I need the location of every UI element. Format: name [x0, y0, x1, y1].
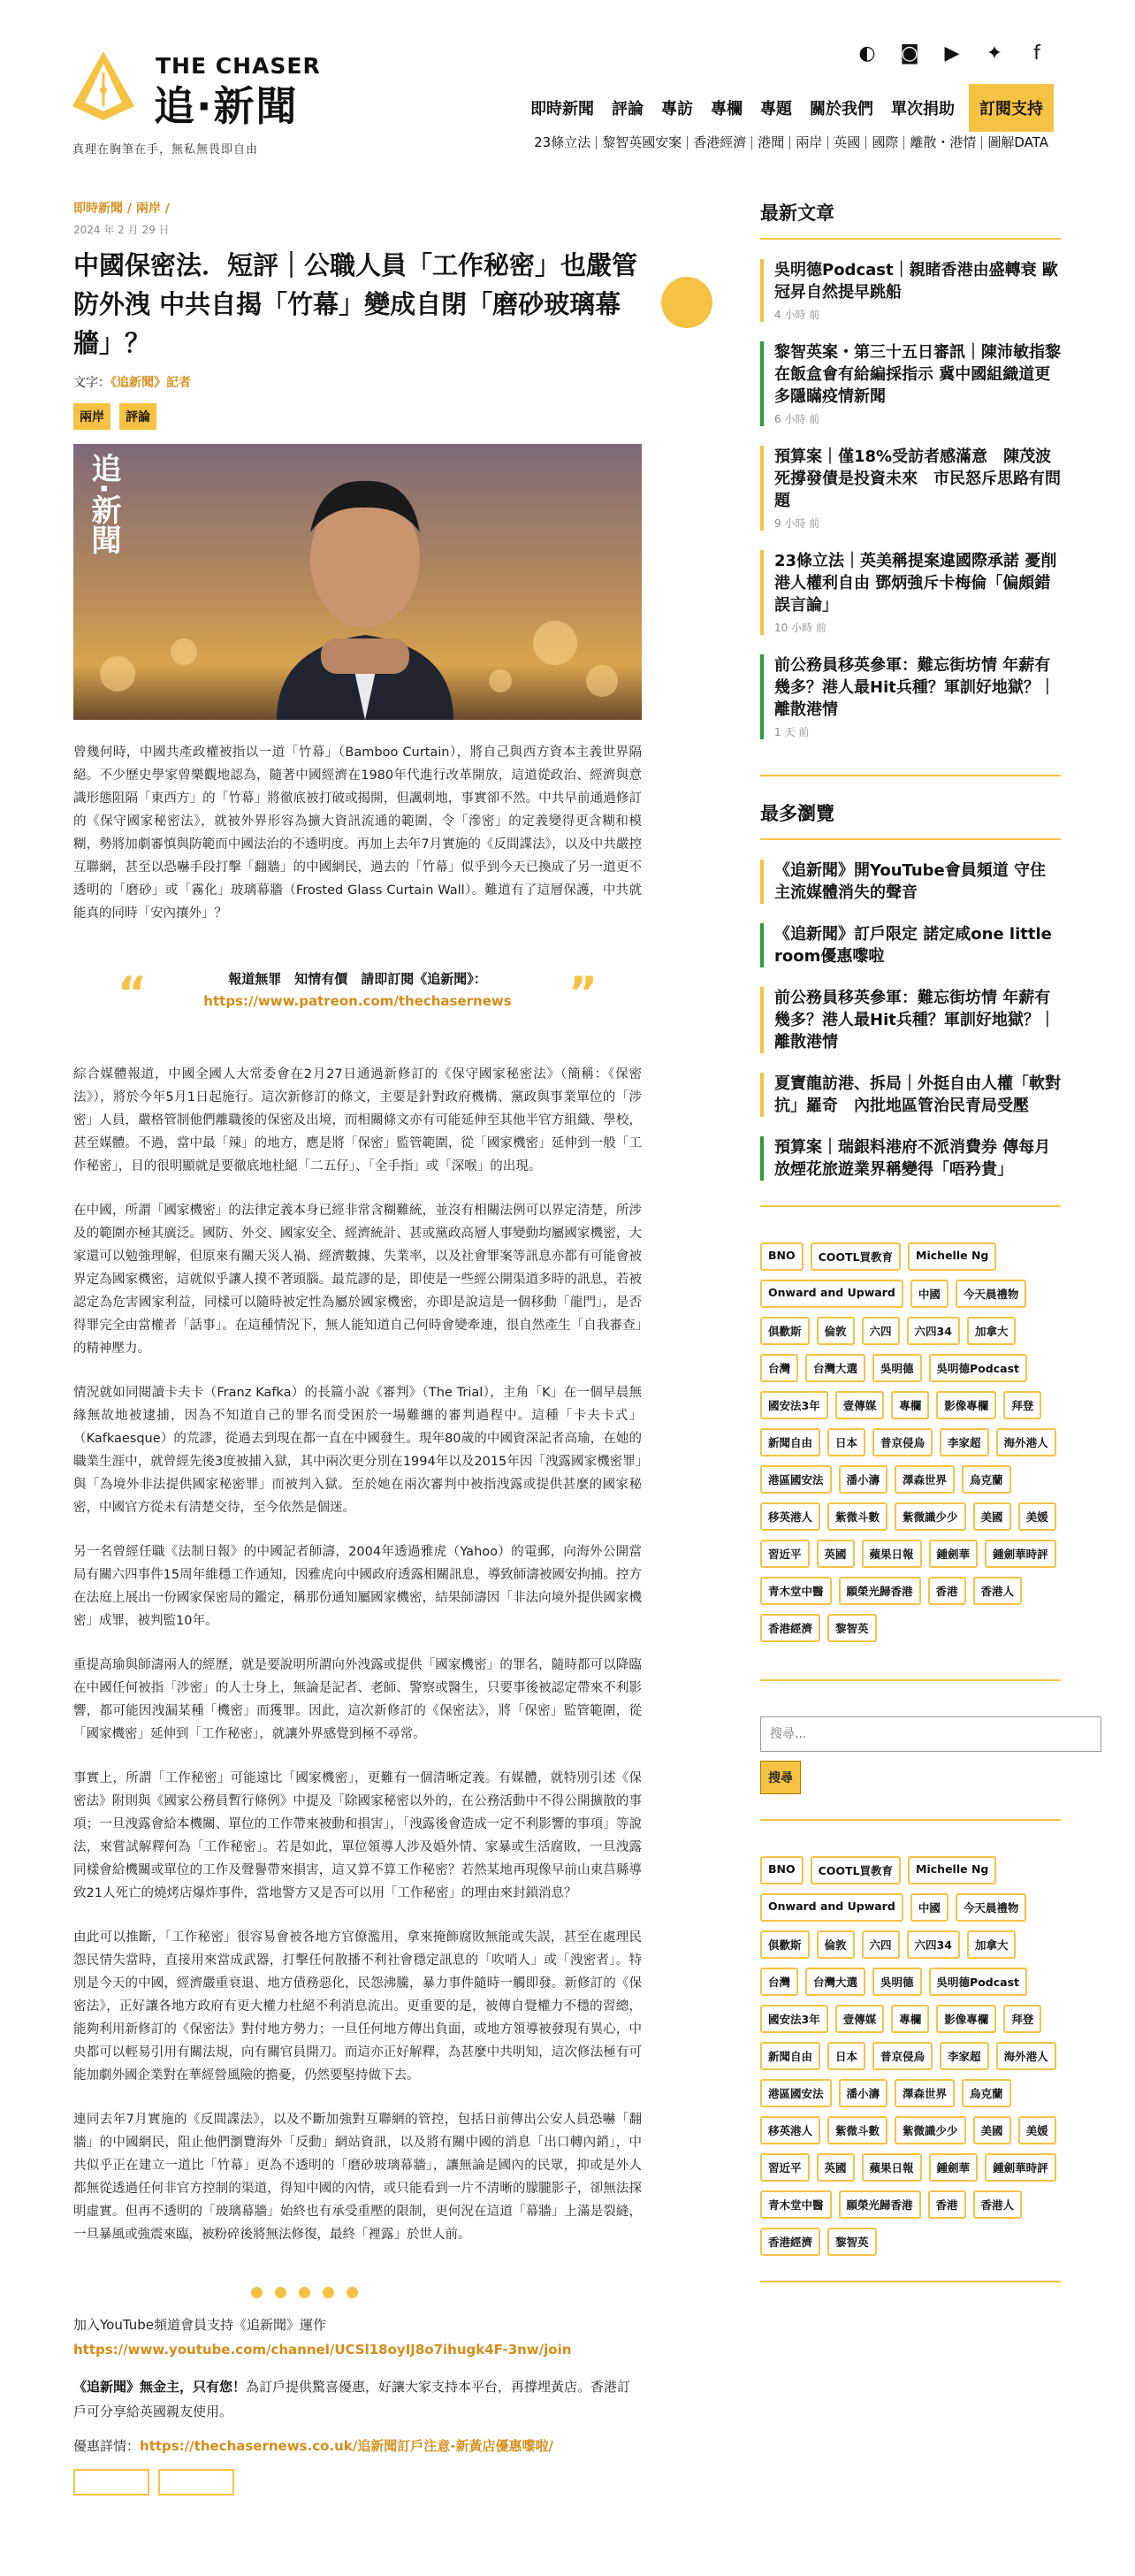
- subnav-item[interactable]: 香港經濟: [688, 136, 752, 149]
- tag-link[interactable]: 日本: [827, 2042, 865, 2070]
- article-paragraph: 事實上，所謂「工作秘密」可能遠比「國家機密」，更難有一個清晰定義。有媒體，就特別引述《保密法》附則與《國家公務員暫行條例》中提及「除國家秘密以外的，在公務活動中不得公開擴散的事項；一旦洩露會給本機關、單位的工作帶來被動和損害」，「洩露後會造成一定不利影響的事項」等說法，來嘗試解釋何為「工作秘密」。若是如此，單位領導人涉及婚外情、家暴或生活腐敗，一旦洩露同樣會給機關或單位的工作及聲譽帶來損害，這又算不算工作秘密？若然某地再現像早前山東莒縣導致21人死亡的燒烤店爆炸事件，當地警方又是否可以用「工作秘密」的理由來封鎖消息？: [73, 1771, 642, 1900]
- latest-article-time: 10 小時 前: [774, 622, 826, 634]
- popular-article-title[interactable]: 前公務員移英參軍：難忘街坊情 年薪有幾多？港人最Hit兵種？軍訓好地獄？｜離散港情: [774, 989, 1055, 1051]
- tag-link[interactable]: 俱歡斯: [760, 1317, 810, 1345]
- subnav-item[interactable]: 圖解DATA: [987, 134, 1048, 150]
- tag-link[interactable]: 黎智英: [827, 1614, 877, 1642]
- tag-link[interactable]: 日本: [827, 1428, 865, 1456]
- tag-link[interactable]: 台灣大選: [805, 1354, 865, 1382]
- author-prefix: 文字：: [73, 376, 110, 390]
- latest-article-title[interactable]: 前公務員移英參軍：難忘街坊情 年薪有幾多？港人最Hit兵種？軍訓好地獄？｜離散港情: [774, 656, 1055, 719]
- promo-detail-link[interactable]: https://thechasernews.co.uk/追新聞訂戶注意-新黃店優惠嚟啦/: [140, 2438, 553, 2454]
- breadcrumb-item[interactable]: 即時新聞: [73, 202, 123, 216]
- tag-link[interactable]: 青木堂中醫: [760, 2190, 832, 2219]
- tag-opinion[interactable]: 評論: [119, 403, 156, 430]
- search-button[interactable]: 搜尋: [760, 1761, 801, 1794]
- promo-detail: [73, 2436, 642, 2455]
- facebook-icon[interactable]: f: [1033, 42, 1040, 65]
- latest-article-time: 1 天 前: [774, 726, 810, 738]
- tag-link[interactable]: 港區國安法: [760, 2079, 832, 2107]
- tag-link[interactable]: 烏克蘭: [962, 2079, 1011, 2107]
- latest-article-title[interactable]: 黎智英案・第三十五日審訊｜陳沛敏指黎在飯盒會有給編採指示 冀中國組織道更多隱瞞疫情新聞: [774, 343, 1061, 406]
- tag-link[interactable]: 倫敦: [817, 1930, 855, 1959]
- sidebar: [760, 199, 1061, 2282]
- popular-article[interactable]: [760, 987, 1061, 1053]
- tag-link[interactable]: 澤森世界: [895, 1465, 955, 1494]
- tag-link[interactable]: 香港經濟: [760, 2228, 820, 2256]
- tag-link[interactable]: 香港人: [973, 2190, 1023, 2219]
- tag-link[interactable]: 台灣: [760, 1968, 798, 1996]
- popular-article[interactable]: [760, 923, 1061, 967]
- share-button[interactable]: [158, 2469, 234, 2496]
- tag-link[interactable]: 吳明德Podcast: [929, 1968, 1027, 1996]
- popular-article-title[interactable]: 夏寶龍訪港、拆局｜外挺自由人權「軟對抗」羅奇 內批地區管治民青局受壓: [774, 1074, 1061, 1115]
- tag-link[interactable]: 紫微斗數: [827, 2116, 887, 2144]
- tag-link[interactable]: 美國: [973, 1502, 1011, 1531]
- article: [73, 199, 642, 2496]
- tag-link[interactable]: 台灣: [760, 1354, 798, 1382]
- tag-link[interactable]: 移英港人: [760, 1502, 820, 1531]
- tag-link[interactable]: 習近平: [760, 2153, 810, 2182]
- promo-text: 為訂戶提供驚喜優惠，好讓大家支持本平台，再撐埋黃店。香港訂戶可分享給英國親友使用。: [73, 2379, 631, 2419]
- tag-link[interactable]: 鍾劍華時評: [985, 1540, 1056, 1568]
- popular-section: [760, 775, 1061, 1181]
- tag-link[interactable]: Michelle Ng: [908, 1242, 996, 1271]
- tag-link[interactable]: 澤森世界: [895, 2079, 955, 2107]
- tag-link[interactable]: 港區國安法: [760, 1465, 832, 1494]
- patreon-icon[interactable]: ◐: [858, 42, 876, 65]
- breadcrumb: 即時新聞 / 兩岸 /: [73, 202, 170, 216]
- article-title: 中國保密法．短評｜公職人員「工作秘密」也嚴管防外洩 中共自揭「竹幕」變成自閉「磨砂玻璃幕牆」？: [73, 250, 638, 358]
- tag-link[interactable]: 鍾劍華時評: [985, 2153, 1056, 2182]
- article-tags: [73, 403, 642, 430]
- article-paragraph: 綜合媒體報道，中國全國人大常委會在2月27日通過新修訂的《保守國家秘密法》（簡稱：《保密法》），將於今年5月1日起施行。這次新修訂的條文，主要是針對政府機構、黨政與事業單位的「涉密」人員，嚴格管制他們離職後的保密及出境，而相關條文亦有可能延伸至其他半官方組織、學校，甚至媒體。不過，當中最「辣」的地方，應是將「保密」監管範圍，從「國家機密」延伸到一般「工作秘密」，目的很明顯就是要徹底地杜絕「二五仔」、「全手指」或「深喉」的出現。: [73, 1067, 642, 1173]
- article-author: [73, 373, 642, 391]
- tag-link[interactable]: 烏克蘭: [962, 1465, 1011, 1494]
- latest-article-title[interactable]: 預算案｜僅18%受訪者感滿意 陳茂波死撐發債是投資未來 市民怒斥思路有問題: [774, 447, 1061, 510]
- tag-link[interactable]: 影像專欄: [936, 2005, 996, 2033]
- latest-article-title[interactable]: 吳明德Podcast｜親睹香港由盛轉衰 歐冠昇自然提早跳船: [774, 261, 1058, 302]
- tag-link[interactable]: 香港: [928, 2190, 966, 2219]
- subscribe-quote-box: [73, 962, 642, 1024]
- share-button[interactable]: [73, 2469, 149, 2496]
- tag-link[interactable]: 加拿大: [967, 1317, 1017, 1345]
- hero-image: [73, 444, 642, 720]
- quote-text: 報道無罪 知情有價 請即訂閱《追新聞》：: [228, 971, 487, 987]
- tag-link[interactable]: 潘小濤: [839, 2079, 888, 2107]
- tag-link[interactable]: 黎智英: [827, 2228, 877, 2256]
- tag-link[interactable]: 鍾劍華: [929, 1540, 979, 1568]
- patreon-link[interactable]: https://www.patreon.com/thechasernews: [203, 993, 512, 1009]
- tag-link[interactable]: Onward and Upward: [760, 1280, 903, 1308]
- tag-link[interactable]: 六四34: [907, 1930, 960, 1959]
- nav-donate[interactable]: 單次捐助: [891, 100, 955, 118]
- tag-link[interactable]: 紫微識少少: [895, 2116, 966, 2144]
- popular-heading: 最多瀏覽: [760, 799, 1061, 840]
- tag-link[interactable]: 拜登: [1003, 2005, 1041, 2033]
- tag-link[interactable]: COOTL買教育: [811, 1242, 901, 1271]
- tag-link[interactable]: COOTL買教育: [811, 1856, 901, 1884]
- subscriber-promo: [73, 2374, 642, 2424]
- youtube-promo-text: 加入YouTube頻道會員支持《追新聞》運作: [73, 2317, 326, 2333]
- divider-dots: [0, 2287, 642, 2298]
- main-nav: [522, 84, 1054, 132]
- latest-article-time: 9 小時 前: [774, 517, 820, 530]
- twitter-icon[interactable]: ✦: [986, 42, 1003, 65]
- latest-article[interactable]: [760, 654, 1061, 739]
- latest-article[interactable]: [760, 341, 1061, 426]
- article-paragraph: 連同去年7月實施的《反間諜法》，以及不斷加強對互聯網的管控，包括日前傳出公安人員恐嚇「翻牆」的中國網民，阻止他們瀏覽海外「反動」網站資訊，以及將有關中國的消息「出口轉內銷」，中共似乎正在建立一道比「竹幕」更為不透明的「磨砂玻璃幕牆」，讓無論是國內的民眾，抑或是外人都無從透過任何非官方控制的渠道，得知中國的內情，或只能看到一片不清晰的朦朧影子，卻無法探明虛實。但再不透明的「玻璃幕牆」始終也有承受重壓的限制，更何況在這道「幕牆」上滿是裂縫，一旦暴風或強震來臨，被粉碎後將無法修復，最終「裡露」於世人前。: [73, 2113, 642, 2242]
- latest-article-time: 4 小時 前: [774, 309, 820, 321]
- tag-link[interactable]: 李家超: [940, 1428, 989, 1456]
- subnav-item[interactable]: 黎智英國安案: [597, 136, 688, 149]
- article-paragraph: 重提高瑜與師濤兩人的經歷，就是要說明所謂向外洩露或提供「國家機密」的罪名，隨時都可以降臨在中國任何被指「涉密」的人士身上，無論是記者、老師、警察或醫生，只要事後被認定帶來不利影響，都可能因洩漏某種「機密」而獲罪。因此，這次新修訂的《保密法》，將「保密」監管範圍，從「國家機密」延伸到「工作秘密」，就讓外界感覺到極不尋常。: [73, 1658, 642, 1741]
- tag-link[interactable]: 英國: [817, 1540, 855, 1568]
- share-buttons: [73, 2469, 642, 2496]
- latest-article[interactable]: [760, 446, 1061, 531]
- tag-link[interactable]: 普京侵烏: [872, 2042, 933, 2070]
- tag-link[interactable]: 香港經濟: [760, 1614, 820, 1642]
- tag-cloud: [760, 1205, 1061, 1642]
- tag-link[interactable]: 專欄: [891, 2005, 929, 2033]
- tag-link[interactable]: BNO: [760, 1856, 804, 1884]
- popular-article[interactable]: [760, 1073, 1061, 1117]
- tag-link[interactable]: 紫微識少少: [895, 1502, 966, 1531]
- tag-link[interactable]: 國安法3年: [760, 2005, 828, 2033]
- tag-link[interactable]: 鍾劍華: [929, 2153, 979, 2182]
- tag-link[interactable]: 願榮光歸香港: [839, 1577, 921, 1605]
- tag-link[interactable]: 吳明德: [872, 1354, 922, 1382]
- nav-opinion[interactable]: 評論: [612, 100, 644, 118]
- subnav-item[interactable]: 離散・港情: [904, 136, 982, 149]
- nav-column[interactable]: 專欄: [711, 100, 743, 118]
- latest-heading: 最新文章: [760, 199, 1061, 240]
- hero-watermark: 追·新聞: [86, 453, 121, 554]
- subscribe-button[interactable]: 訂閱支持: [969, 84, 1054, 132]
- tag-link[interactable]: 美媛: [1018, 2116, 1056, 2144]
- tag-link[interactable]: 美媛: [1018, 1502, 1056, 1531]
- tag-link[interactable]: 紫微斗數: [827, 1502, 887, 1531]
- tag-link[interactable]: 海外港人: [996, 2042, 1056, 2070]
- tag-link[interactable]: 蘋果日報: [862, 1540, 922, 1568]
- subnav-item[interactable]: 國際: [866, 136, 904, 149]
- tag-link[interactable]: 俱歡斯: [760, 1930, 810, 1959]
- portrait-figure: [259, 462, 471, 720]
- tag-link[interactable]: 今天晨禮物: [956, 1280, 1027, 1308]
- tag-link[interactable]: 習近平: [760, 1540, 810, 1568]
- tag-link[interactable]: 加拿大: [967, 1930, 1017, 1959]
- nav-feature[interactable]: 專題: [760, 100, 792, 118]
- tag-link[interactable]: 倫敦: [817, 1317, 855, 1345]
- sub-nav: [529, 136, 1054, 149]
- latest-article-title[interactable]: 23條立法｜英美稱提案違國際承諾 憂削港人權利自由 鄧炳強斥卡梅倫「偏頗錯誤言論」: [774, 552, 1057, 615]
- tag-link[interactable]: 海外港人: [996, 1428, 1056, 1456]
- latest-article-time: 6 小時 前: [774, 413, 820, 425]
- tag-link[interactable]: 潘小濤: [839, 1465, 888, 1494]
- tag-link[interactable]: 蘋果日報: [862, 2153, 922, 2182]
- article-paragraph: 在中國，所謂「國家機密」的法律定義本身已經非常含糊難統，並沒有相關法例可以界定清楚，所涉及的範圍亦極其廣泛。國防、外交、國家安全、經濟統計、甚或黨政高層人事變動均屬國家機密，大家還可以勉強理解，但原來有關天災人禍、經濟數據、失業率，以及社會罪案等訊息亦都有可能會被界定為國家機密，這就似乎讓人摸不著頭腦。最荒謬的是，即使是一些經公開渠道多時的訊息，若被認定為危害國家利益，同樣可以隨時被定性為屬於國家機密，亦即是說這是一個移動「龍門」，是否得罪完全由當權者「話事」。在這種情況下，無人能知道自己何時會變牽連，很自然產生「自我審查」的精神壓力。: [73, 1204, 642, 1356]
- tag-cloud: [760, 1819, 1061, 2256]
- nav-about[interactable]: 關於我們: [810, 100, 873, 118]
- tag-link[interactable]: 專欄: [891, 1391, 929, 1419]
- tag-link[interactable]: 台灣大選: [805, 1968, 865, 1996]
- pen-nib-logo-icon[interactable]: [72, 51, 134, 120]
- detail-label: 優惠詳情：: [73, 2438, 141, 2454]
- popular-article[interactable]: [760, 860, 1061, 904]
- subnav-item[interactable]: 23條立法: [529, 136, 597, 149]
- nav-breaking-news[interactable]: 即時新聞: [530, 100, 594, 118]
- tag-link[interactable]: 中國: [910, 1893, 948, 1922]
- tag-link[interactable]: Michelle Ng: [908, 1856, 996, 1884]
- promo-bold: 《追新聞》無金主，只有您！: [73, 2379, 247, 2395]
- tag-link[interactable]: 移英港人: [760, 2116, 820, 2144]
- tag-link[interactable]: 新聞自由: [760, 2042, 820, 2070]
- tag-link[interactable]: 壹傳媒: [835, 2005, 885, 2033]
- popular-article-title[interactable]: 預算案｜瑞銀料港府不派消費券 傳每月放煙花旅遊業界稱變得「唔矜貴」: [774, 1138, 1051, 1179]
- tag-link[interactable]: 英國: [817, 2153, 855, 2182]
- breadcrumb-item[interactable]: 兩岸: [135, 202, 161, 216]
- tag-link[interactable]: 吳明德: [872, 1968, 922, 1996]
- tag-link[interactable]: 六四: [862, 1930, 900, 1959]
- tag-link[interactable]: 香港: [928, 1577, 966, 1605]
- youtube-join-link[interactable]: https://www.youtube.com/channel/UCSl18oyIJ8o7ihugk4F-3nw/join: [73, 2342, 572, 2358]
- youtube-icon[interactable]: ▶: [944, 42, 960, 65]
- search-input[interactable]: [760, 1716, 1101, 1752]
- tag-cross-strait[interactable]: 兩岸: [73, 403, 110, 430]
- tag-link[interactable]: 普京侵烏: [872, 1428, 933, 1456]
- quote-open-icon: “: [118, 967, 147, 1019]
- article-paragraph: 由此可以推斷，「工作秘密」很容易會被各地方官僚濫用，拿來掩飾腐敗無能或失誤，甚至在處理民怨民情失當時，直接用來當成武器，打擊任何散播不利社會穩定訊息的「吹哨人」或「洩密者」。特別是今天的中國，經濟嚴重衰退、地方債務惡化，民怨沸騰，暴力事件隨時一觸即發。新修訂的《保密法》，正好讓各地方政府有更大權力杜絕不利消息流出。更重要的是，被傳自覺權力不穩的習總，能夠利用新修訂的《保密法》對付地方勢力；一旦任何地方傳出負面，或地方領導被發現有異心，中央都可以輕易引用有關法規，向有關官員開刀。而這亦正好解釋，為甚麼中共明知，這次修法極有可能加劇外國企業對在華經營風險的擔憂，仍然要堅持做下去。: [73, 1930, 642, 2083]
- logo-text-en[interactable]: THE CHASER: [156, 53, 321, 79]
- latest-article[interactable]: [760, 259, 1061, 322]
- article-date: 2024 年 2 月 29 日: [73, 224, 170, 236]
- tag-link[interactable]: Onward and Upward: [760, 1893, 903, 1922]
- popular-article-title[interactable]: 《追新聞》開YouTube會員頻道 守住主流媒體消失的聲音: [774, 861, 1047, 902]
- tag-link[interactable]: 拜登: [1003, 1391, 1041, 1419]
- tag-link[interactable]: 國安法3年: [760, 1391, 828, 1419]
- tag-link[interactable]: 六四34: [907, 1317, 960, 1345]
- latest-article[interactable]: [760, 550, 1061, 635]
- instagram-icon[interactable]: ◙: [900, 42, 919, 65]
- tag-link[interactable]: 新聞自由: [760, 1428, 820, 1456]
- tag-link[interactable]: 願榮光歸香港: [839, 2190, 921, 2219]
- quote-close-icon: ”: [568, 967, 598, 1019]
- social-links: [856, 42, 1048, 65]
- tag-link[interactable]: 六四: [862, 1317, 900, 1345]
- tag-link[interactable]: 影像專欄: [936, 1391, 996, 1419]
- subnav-item[interactable]: 英國: [828, 136, 866, 149]
- tag-link[interactable]: 青木堂中醫: [760, 1577, 832, 1605]
- logo-text-zh[interactable]: 追·新聞: [154, 82, 299, 130]
- tag-link[interactable]: BNO: [760, 1242, 804, 1271]
- article-paragraph: 另一名曾經任職《法制日報》的中國記者師濤，2004年透過雅虎（Yahoo）的電郵，向海外公開當局有關六四事件15周年維穩工作通知，因雅虎向中國政府透露相關訊息，導致師濤被國安拘捕。控方在法庭上展出一份國家保密局的鑑定，稱那份通知屬國家機密，結果師濤因「非法向境外提供國家機密」成罪，被判監10年。: [73, 1545, 642, 1628]
- tag-link[interactable]: 美國: [973, 2116, 1011, 2144]
- tag-link[interactable]: 香港人: [973, 1577, 1023, 1605]
- author-link[interactable]: 《追新聞》記者: [110, 376, 191, 390]
- popular-article-title[interactable]: 《追新聞》訂戶限定 諾定咸one little room優惠嚟啦: [774, 925, 1052, 966]
- subnav-item[interactable]: 兩岸: [790, 136, 828, 149]
- popular-article[interactable]: [760, 1136, 1061, 1181]
- tag-link[interactable]: 吳明德Podcast: [929, 1354, 1027, 1382]
- tag-link[interactable]: 中國: [910, 1280, 948, 1308]
- floating-circle-button[interactable]: [661, 277, 712, 328]
- article-paragraph: 曾幾何時，中國共產政權被指以一道「竹幕」（Bamboo Curtain），將自己與西方資本主義世界隔絕。不少歷史學家曾樂觀地認為，隨著中國經濟在1980年代進行改革開放，這道從政治、經濟與意識形態阻隔「東西方」的「竹幕」將徹底被打破或揭開，但諷刺地，事實卻不然。中共早前通過修訂的《保守國家秘密法》，就被外界形容為擴大資訊流通的範圍，令「滲密」的定義變得更含糊和模糊，勢將加劇審慎與防範而中國法治的不透明度。再加上去年7月實施的《反間諜法》，以及中共嚴控互聯網，甚至以恐嚇手段打擊「翻牆」的中國網民，過去的「竹幕」似乎到今天已換成了另一道更不透明的「磨砂」或「霧化」玻璃幕牆（Frosted Glass Curtain Wall）。難道有了這層保護，中共就能真的同時「安內攘外」？: [73, 745, 642, 921]
- tag-link[interactable]: 今天晨禮物: [956, 1893, 1027, 1922]
- nav-interview[interactable]: 專訪: [661, 100, 693, 118]
- site-header: [0, 0, 1135, 168]
- article-paragraph: 情況就如同閱讀卡夫卡（Franz Kafka）的長篇小說《審判》（The Trial），主角「K」在一個早晨無緣無故地被逮捕，因為不知道自己的罪名而受困於一場難纏的審判過程中。這種「卡夫卡式」（Kafkaesque）的荒謬，從過去到現在都一直在中國發生。現年80歲的中國資深記者高瑜，在她的職業生涯中，就曾經先後3度被捕入獄，其中兩次更分別在1994年以及2015年因「洩露國家機密罪」與「為境外非法提供國家秘密罪」而被判入獄。至於她在兩次審判中被指洩露或提供甚麼的國家秘密，中國官方從未有清楚交待，至今依然是個迷。: [73, 1386, 642, 1515]
- tag-link[interactable]: 李家超: [940, 2042, 989, 2070]
- subnav-item[interactable]: 港聞: [752, 136, 790, 149]
- tag-link[interactable]: 壹傳媒: [835, 1391, 885, 1419]
- search-widget: [760, 1679, 1061, 1794]
- youtube-promo: [73, 2312, 642, 2362]
- tagline: 真理在胸筆在手，無私無畏即自由: [72, 143, 259, 157]
- divider: [760, 2281, 1061, 2282]
